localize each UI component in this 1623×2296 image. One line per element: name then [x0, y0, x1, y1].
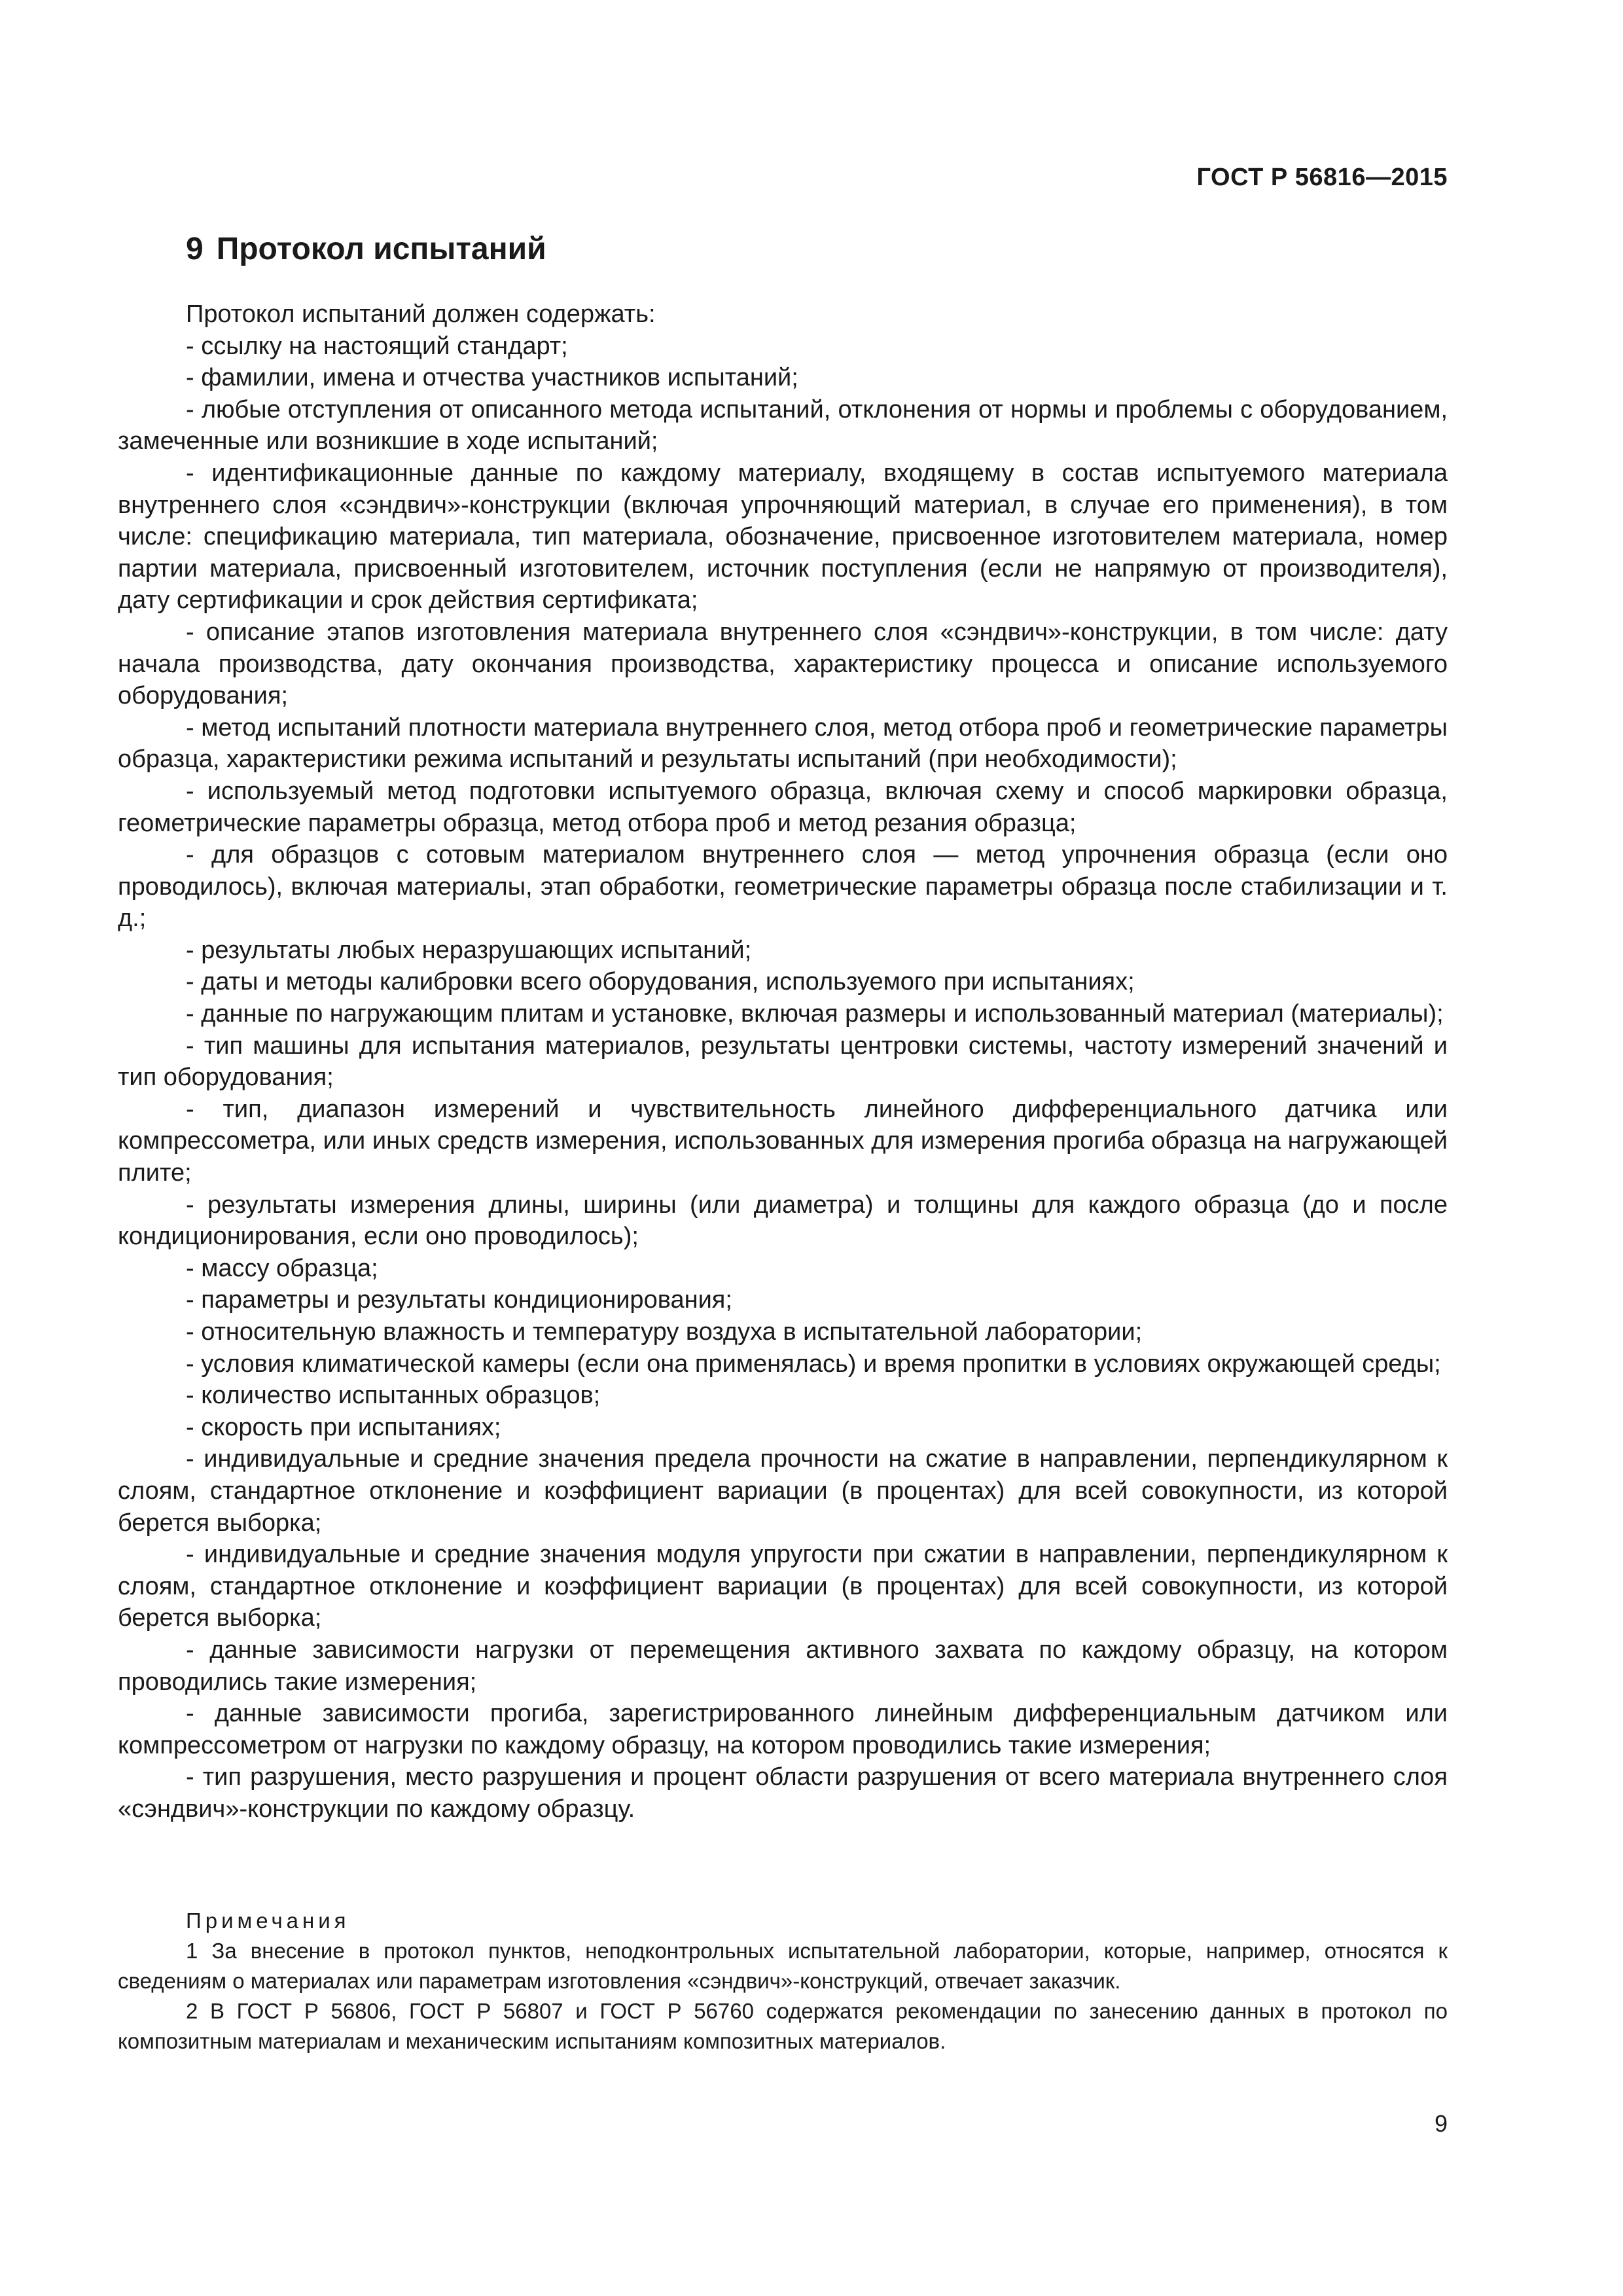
list-item: - тип машины для испытания материалов, результаты центровки системы, частоту измерений значений и тип оборудования; — [118, 1031, 1448, 1092]
list-item: - любые отступления от описанного метода испытаний, отклонения от нормы и проблемы с оборудованием, замеченные или возникшие в ходе испытаний; — [118, 395, 1448, 456]
list-item: - ссылку на настоящий стандарт; — [186, 332, 568, 360]
section-number: 9 — [186, 232, 204, 266]
list-item: - описание этапов изготовления материала внутреннего слоя «сэндвич»-конструкции, в том числе: дату начала производства, дату окончания производства, характеристику процесса и описание используемого оборудования; — [118, 618, 1448, 710]
requirements-list — [118, 298, 1448, 1825]
list-item: - условия климатической камеры (если она применялась) и время пропитки в условиях окружающей среды; — [186, 1350, 1441, 1378]
list-item: - тип, диапазон измерений и чувствительность линейного дифференциального датчика или компрессометра, или иных средств измерения, использованных для измерения прогиба образца на нагружающей плите; — [118, 1095, 1448, 1187]
document-code: ГОСТ Р 56816—2015 — [1196, 164, 1448, 191]
list-item: - фамилии, имена и отчества участников испытаний; — [186, 364, 798, 392]
list-item: - даты и методы калибровки всего оборудования, используемого при испытаниях; — [186, 968, 1135, 996]
notes-heading: Примечания — [186, 1909, 350, 1933]
intro-paragraph: Протокол испытаний должен содержать: — [186, 300, 656, 328]
list-item: - массу образца; — [186, 1254, 378, 1282]
note-item: 2 В ГОСТ Р 56806, ГОСТ Р 56807 и ГОСТ Р 56760 содержатся рекомендации по занесению данных в протокол по композитным материалам и механическим испытаниям композитных материалов. — [118, 1999, 1448, 2053]
section-title — [186, 230, 546, 268]
page-number: 9 — [1434, 2110, 1448, 2137]
list-item: - используемый метод подготовки испытуемого образца, включая схему и способ маркировки образца, геометрические параметры образца, метод отбора проб и метод резания образца; — [118, 777, 1448, 837]
list-item: - индивидуальные и средние значения предела прочности на сжатие в направлении, перпендикулярном к слоям, стандартное отклонение и коэффициент вариации (в процентах) для всей совокупности, из которой берется выборка; — [118, 1445, 1448, 1537]
list-item: - метод испытаний плотности материала внутреннего слоя, метод отбора проб и геометрические параметры образца, характеристики режима испытаний и результаты испытаний (при необходимости); — [118, 713, 1448, 774]
list-item: - данные по нагружающим плитам и установке, включая размеры и использованный материал (материалы); — [186, 1000, 1444, 1028]
list-item: - для образцов с сотовым материалом внутреннего слоя — метод упрочнения образца (если оно проводилось), включая материалы, этап обработки, геометрические параметры образца после стабилизации и т. д.; — [118, 841, 1448, 933]
list-item: - результаты любых неразрушающих испытаний; — [186, 936, 752, 964]
note-item: 1 За внесение в протокол пунктов, неподконтрольных испытательной лаборатории, которые, например, относятся к сведениям о материалах или параметрам изготовления «сэндвич»-конструкций, отвечает заказчик. — [118, 1939, 1448, 1993]
notes-block — [118, 1906, 1448, 2056]
list-item: - данные зависимости нагрузки от перемещения активного захвата по каждому образцу, на котором проводились такие измерения; — [118, 1636, 1448, 1696]
list-item: - идентификационные данные по каждому материалу, входящему в состав испытуемого материала внутреннего слоя «сэндвич»-конструкции (включая упрочняющий материал, в случае его применения), в том числе: спецификацию материала, тип материала, обозначение, присвоенное изготовителем материала, номер партии материала, присвоенный изготовителем, источник поступления (если не напрямую от производителя), дату сертификации и срок действия сертификата; — [118, 459, 1448, 615]
list-item: - относительную влажность и температуру воздуха в испытательной лаборатории; — [186, 1318, 1143, 1346]
list-item: - данные зависимости прогиба, зарегистрированного линейным дифференциальным датчиком или компрессометром от нагрузки по каждому образцу, на котором проводились такие измерения; — [118, 1700, 1448, 1759]
list-item: - количество испытанных образцов; — [186, 1382, 601, 1410]
list-item: - параметры и результаты кондиционирования; — [186, 1286, 732, 1314]
list-item: - скорость при испытаниях; — [186, 1413, 501, 1441]
section-title-text: Протокол испытаний — [216, 232, 546, 266]
list-item: - индивидуальные и средние значения модуля упругости при сжатии в направлении, перпендикулярном к слоям, стандартное отклонение и коэффициент вариации (в процентах) для всей совокупности, из которой берется выборка; — [118, 1541, 1448, 1632]
list-item: - тип разрушения, место разрушения и процент области разрушения от всего материала внутреннего слоя «сэндвич»-конструкции по каждому образцу. — [118, 1763, 1448, 1823]
list-item: - результаты измерения длины, ширины (или диаметра) и толщины для каждого образца (до и после кондиционирования, если оно проводилось); — [118, 1191, 1448, 1251]
